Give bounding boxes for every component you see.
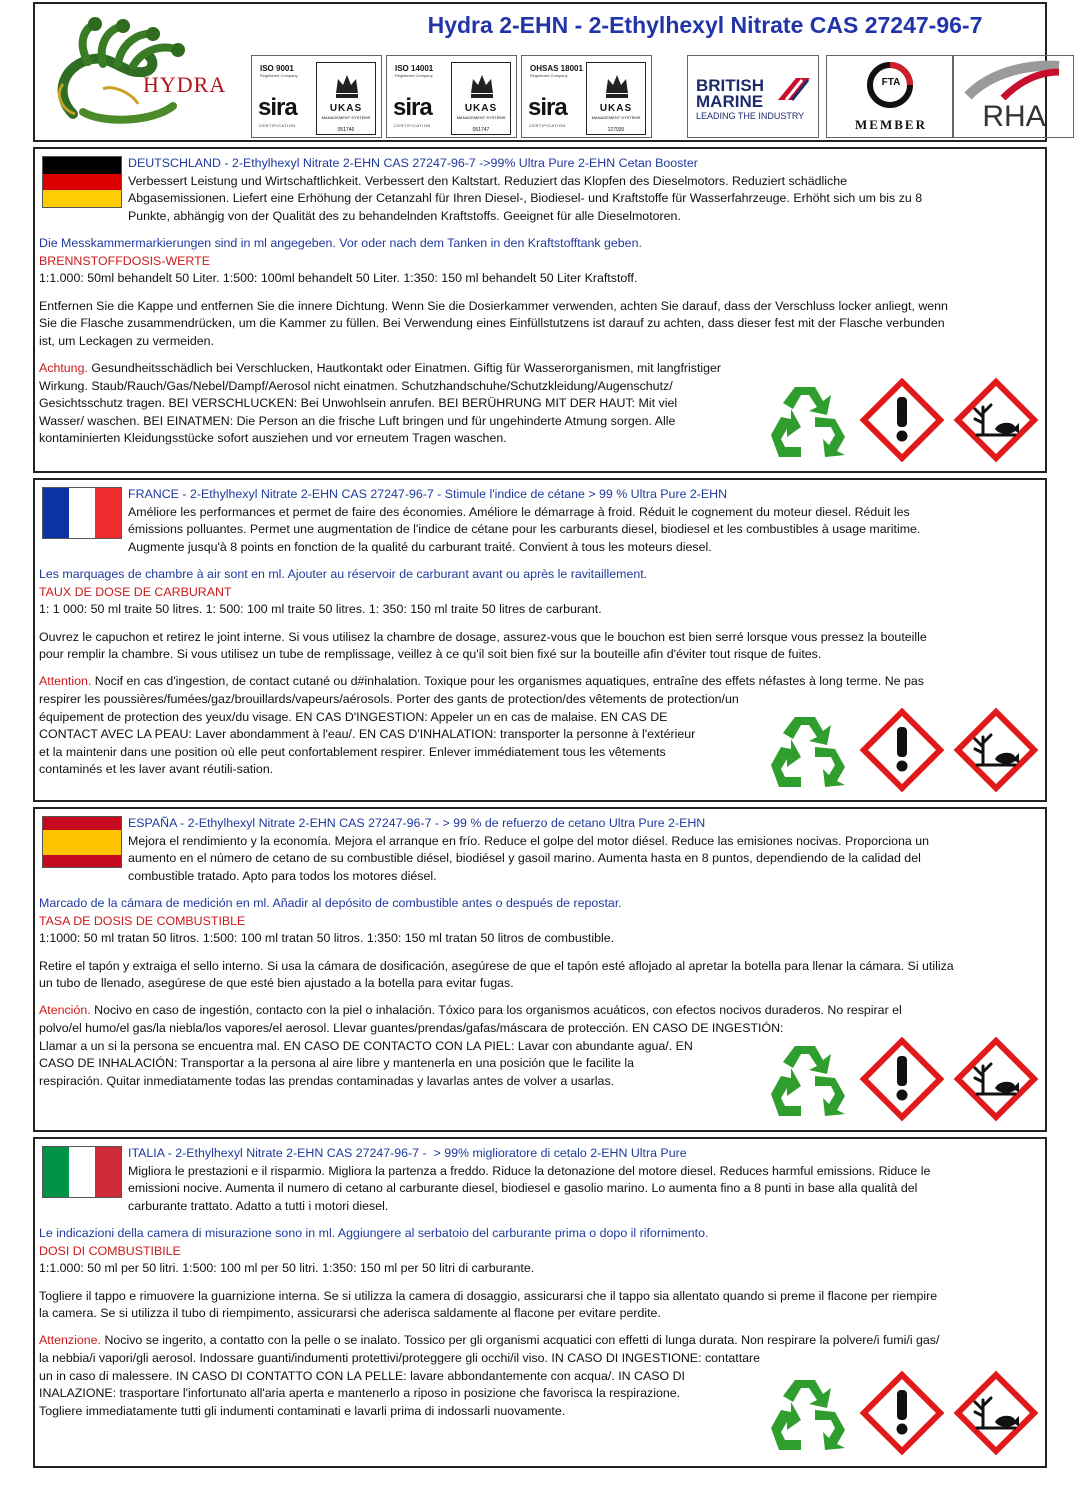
environment-hazard-icon bbox=[953, 1036, 1039, 1122]
ukas-mark bbox=[316, 62, 376, 135]
warning-line: respirer les poussières/fumées/gaz/brouillards/vapeurs/aérosols. Porter des gants de protection/des vêtements de protection/un bbox=[39, 692, 739, 707]
country-flag bbox=[42, 816, 122, 868]
rha-text: RHA bbox=[982, 100, 1046, 133]
intro-line: Abgasemissionen. Liefert eine Erhöhung der Cetanzahl für Ihren Diesel-, Biodiesel- und Kraftstoffe für Wasserfahrzeuge. Erhöht sich um bis zu 8 bbox=[128, 191, 923, 206]
warning-first-line bbox=[39, 673, 924, 691]
language-section bbox=[33, 1137, 1047, 1468]
warning-line: un in caso di malessere. IN CASO DI CONTATTO CON LA PELLE: lavare abbondantemente con acqua/. IN CASO DI bbox=[39, 1368, 685, 1383]
ukas-mgmt: MANAGEMENT SYSTEMS bbox=[456, 115, 506, 120]
ukas-text: UKAS bbox=[329, 103, 363, 114]
instruction-line: ist, um Leckagen zu vermeiden. bbox=[39, 333, 214, 348]
language-section bbox=[33, 147, 1047, 473]
sira-text: sira bbox=[258, 94, 297, 121]
dose-heading: TASA DE DOSIS DE COMBUSTIBLE bbox=[39, 913, 246, 928]
ukas-text: UKAS bbox=[599, 103, 633, 114]
ghs-environment-symbol bbox=[953, 1370, 1039, 1461]
intro-line: Punkte, abhängig von der Qualität des zu behandelnden Kraftstoffs. Geeignet für alle Dieselmotoren. bbox=[128, 208, 681, 223]
section-heading: ESPAÑA - 2-Ethylhexyl Nitrate 2-EHN CAS 27247-96-7 - > 99 % de refuerzo de cetano Ultra Pure 2-EHN bbox=[128, 816, 706, 830]
instruction-line: un tubo de llenado, asegúrese de que esté bien ajustado a la botella para evitar fugas. bbox=[39, 976, 514, 991]
intro-line: carburante trattato. Adatto a tutti i motori diesel. bbox=[128, 1198, 389, 1213]
recycle-icon bbox=[765, 1374, 851, 1454]
warning-line: la nebbia/i vapori/gli aerosol. Indossare guanti/indumenti protettivi/proteggere gli occhi/il viso. IN CASO DI INGESTIONE: contattare bbox=[39, 1351, 761, 1366]
instruction-line: Entfernen Sie die Kappe und entfernen Sie die innere Dichtung. Wenn Sie die Dosierkammer verwenden, achten Sie darauf, dass der Verschluss locker anliegt, wenn bbox=[39, 298, 948, 313]
warning-line: Llamar a un si la persona se encuentra mal. EN CASO DE CONTACTO CON LA PIEL: Lavar con abundante agua/. EN bbox=[39, 1038, 693, 1053]
hydra-logo bbox=[43, 14, 228, 134]
ukas-mgmt: MANAGEMENT SYSTEMS bbox=[591, 115, 641, 120]
environment-hazard-icon bbox=[953, 1370, 1039, 1456]
dosing-note: Die Messkammermarkierungen sind in ml angegeben. Vor oder nach dem Tanken in den Kraftstofftank geben. bbox=[39, 236, 642, 251]
cert-number: 051747 bbox=[472, 127, 490, 133]
header-panel bbox=[33, 2, 1047, 142]
warning-word: Atención. bbox=[39, 1003, 91, 1018]
warning-line: respiración. Quitar inmediatamente todas las prendas contaminadas y lavarlas antes de volver a usarlas. bbox=[39, 1073, 615, 1088]
exclamation-hazard-icon bbox=[859, 377, 945, 463]
cert-logo bbox=[251, 55, 382, 138]
intro-line: Augmente jusqu'à 8 points en fonction de la qualité du carburant traité. Convient à tous les moteurs diesel. bbox=[128, 539, 712, 554]
intro-line: Améliore les performances et permet de faire des économies. Améliore le démarrage à froid. Réduit le cognement du moteur diesel. Réduit les bbox=[128, 504, 910, 519]
cert-standard: OHSAS 18001 bbox=[530, 64, 583, 73]
sira-certification: CERTIFICATION bbox=[394, 123, 431, 128]
dosing-note: Le indicazioni della camera di misurazione sono in ml. Aggiungere al serbatoio del carburante prima o dopo il rifornimento. bbox=[39, 1226, 709, 1241]
british-marine-tagline: LEADING THE INDUSTRY bbox=[696, 111, 805, 121]
recycle-symbol bbox=[765, 1040, 851, 1125]
warning-line: et la maintenir dans une position où elle peut confortablement respirer. Enlever immédiatement tous les vêtements bbox=[39, 744, 666, 759]
ghs-environment-symbol bbox=[953, 377, 1039, 468]
warning-text: Nocif en cas d'ingestion, de contact cutané ou d#inhalation. Toxique pour les organismes aquatiques, entraîne des effets néfastes à long terme. Ne pas bbox=[91, 674, 924, 689]
warning-line: Wasser/ waschen. BEI EINATMEN: Die Person an die frische Luft bringen und für ungehinderte Atmung sorgen. Alle bbox=[39, 413, 676, 428]
warning-line: INALAZIONE: trasportare l'infortunato all'aria aperta e mantenerlo a riposo in posizione che favorisca la respirazione. bbox=[39, 1386, 681, 1401]
section-heading: FRANCE - 2-Ethylhexyl Nitrate 2-EHN CAS 27247-96-7 - Stimule l'indice de cétane > 99 % Ultra Pure 2-EHN bbox=[128, 487, 728, 501]
cert-logo bbox=[521, 55, 652, 138]
environment-hazard-icon bbox=[953, 377, 1039, 463]
recycle-symbol bbox=[765, 711, 851, 796]
country-flag bbox=[42, 156, 122, 208]
crown-icon bbox=[603, 69, 631, 101]
warning-line: polvo/el humo/el gas/la niebla/los vapores/el aerosol. Llevar guantes/prendas/gafas/máscara de protección. EN CASO DE INGESTIÓN: bbox=[39, 1021, 784, 1036]
warning-line: Gesichtsschutz tragen. BEI VERSCHLUCKEN: Bei Unwohlsein anrufen. BEI BERÜHRUNG MIT DER HAUT: Mit viel bbox=[39, 396, 678, 411]
recycle-icon bbox=[765, 1040, 851, 1120]
language-section bbox=[33, 807, 1047, 1132]
warning-word: Attention. bbox=[39, 674, 92, 689]
fta-member-logo bbox=[826, 55, 954, 138]
instruction-line: Retire el tapón y extraiga el sello interno. Si usa la cámara de dosificación, asegúrese de que el tapón esté aflojado al apretar la botella para llenar la cámara. Si utiliza bbox=[39, 958, 954, 973]
warning-line: CONTACT AVEC LA PEAU: Laver abondamment à l'eau/. EN CAS D'INHALATION: transporter la personne à l'extérieur bbox=[39, 727, 696, 742]
intro-line: Mejora el rendimiento y la economía. Mejora el arranque en frío. Reduce el golpe del motor diésel. Reduce las emisiones nocivas. Proporciona un bbox=[128, 833, 930, 848]
fta-member-text: MEMBER bbox=[855, 117, 927, 132]
recycle-symbol bbox=[765, 1374, 851, 1459]
cert-standard: ISO 14001 bbox=[395, 64, 434, 73]
cert-registered: Registered Company bbox=[260, 73, 298, 78]
warning-line: contaminés et les laver avant réutili-sation. bbox=[39, 762, 274, 777]
ghs-environment-symbol bbox=[953, 1036, 1039, 1127]
ukas-mgmt: MANAGEMENT SYSTEMS bbox=[321, 115, 371, 120]
exclamation-hazard-icon bbox=[859, 1370, 945, 1456]
fta-badge-text: FTA bbox=[881, 77, 901, 88]
recycle-icon bbox=[765, 381, 851, 461]
instruction-line: pour remplir la chambre. Si vous utilisez un tube de remplissage, veillez à ce qu'il soit bien fixé sur la bouteille afin d'éviter tout risque de fuites. bbox=[39, 647, 822, 662]
ghs-environment-symbol bbox=[953, 707, 1039, 798]
recycle-icon bbox=[765, 711, 851, 791]
intro-line: emissioni nocive. Aumenta il numero di cetano al carburante diesel, biodiesel e gasolio marino. Lo aumenta fino a 8 punti in base alla qualità del bbox=[128, 1181, 918, 1196]
warning-first-line bbox=[39, 1332, 939, 1350]
exclamation-hazard-icon bbox=[859, 707, 945, 793]
ukas-mark bbox=[586, 62, 646, 135]
ghs-harmful-symbol bbox=[859, 1036, 945, 1127]
ghs-harmful-symbol bbox=[859, 707, 945, 798]
cert-logo bbox=[386, 55, 517, 138]
ukas-text: UKAS bbox=[464, 103, 498, 114]
section-heading: ITALIA - 2-Ethylhexyl Nitrate 2-EHN CAS 27247-96-7 - > 99% miglioratore di cetalo 2-EHN Ultra Pure bbox=[128, 1146, 687, 1160]
union-flag-icon bbox=[776, 74, 812, 102]
warning-first-line bbox=[39, 360, 721, 378]
crown-icon bbox=[333, 69, 361, 101]
cert-standard: ISO 9001 bbox=[260, 64, 294, 73]
warning-line: Wirkung. Staub/Rauch/Gas/Nebel/Dampf/Aerosol nicht einatmen. Schutzhandschuhe/Schutzkleidung/Augenschutz/ bbox=[39, 378, 673, 393]
intro-line: aumento en el número de cetano de su combustible diésel, biodiésel y gasoil marino. Aumenta hasta en 8 puntos, dependiendo de la calidad del bbox=[128, 851, 921, 866]
british-marine-logo bbox=[687, 55, 819, 138]
intro-line: Migliora le prestazioni e il risparmio. Migliora la partenza a freddo. Riduce la detonazione del motore diesel. Reduces harmful emissions. Riduce le bbox=[128, 1163, 931, 1178]
warning-line: CASO DE INHALACIÓN: Transportar a la persona al aire libre y mantenerla en una posición que le facilite la bbox=[39, 1056, 635, 1071]
cert-number: 127930 bbox=[607, 127, 625, 133]
exclamation-hazard-icon bbox=[859, 1036, 945, 1122]
british-marine-line1: BRITISH bbox=[696, 76, 764, 95]
recycle-symbol bbox=[765, 381, 851, 466]
instruction-line: la camera. Se si utilizza il tubo di riempimento, assicurarsi che aderisca saldamente al flacone per evitare perdite. bbox=[39, 1306, 661, 1321]
warning-text: Gesundheitsschädlich bei Verschlucken, Hautkontakt oder Einatmen. Giftig für Wasserorganismen, mit langfristiger bbox=[87, 361, 722, 376]
rha-logo bbox=[952, 55, 1074, 138]
cert-registered: Registered Company bbox=[530, 73, 568, 78]
sira-text: sira bbox=[528, 94, 567, 121]
road-swoosh-icon bbox=[963, 60, 1063, 100]
dose-heading: BRENNSTOFFDOSIS-WERTE bbox=[39, 253, 210, 268]
country-flag bbox=[42, 487, 122, 539]
section-heading: DEUTSCHLAND - 2-Ethylhexyl Nitrate 2-EHN CAS 27247-96-7 ->99% Ultra Pure 2-EHN Cetan Booster bbox=[128, 156, 698, 170]
warning-line: Togliere immediatamente tutti gli indumenti contaminati e lavarli prima di indossarli nuovamente. bbox=[39, 1403, 566, 1418]
dose-heading: TAUX DE DOSE DE CARBURANT bbox=[39, 584, 232, 599]
ghs-harmful-symbol bbox=[859, 1370, 945, 1461]
language-section bbox=[33, 478, 1047, 802]
page-title: Hydra 2-EHN - 2-Ethylhexyl Nitrate CAS 27247-96-7 bbox=[427, 12, 983, 38]
country-flag bbox=[42, 1146, 122, 1198]
instruction-line: Togliere il tappo e rimuovere la guarnizione interna. Se si utilizza la camera di dosaggio, assicurarsi che il tappo sia allentato quando si preme il flacone per riempire bbox=[39, 1288, 938, 1303]
dosing-note: Marcado de la cámara de medición en ml. Añadir al depósito de combustible antes o después de repostar. bbox=[39, 896, 622, 911]
ghs-harmful-symbol bbox=[859, 377, 945, 468]
dose-rates: 1:1.000: 50 ml per 50 litri. 1:500: 100 ml per 50 litri. 1:350: 150 ml per 50 litri di carburante. bbox=[39, 1261, 535, 1276]
sira-text: sira bbox=[393, 94, 432, 121]
intro-line: Verbessert Leistung und Wirtschaftlichkeit. Verbessert den Kaltstart. Reduziert das Klopfen des Dieselmotors. Reduziert schädliche bbox=[128, 173, 848, 188]
crown-icon bbox=[468, 69, 496, 101]
dose-rates: 1:1000: 50 ml tratan 50 litros. 1:500: 100 ml tratan 50 litros. 1:350: 150 ml tratan 50 litros de combustible. bbox=[39, 931, 615, 946]
intro-line: émissions polluantes. Permet une augmentation de l'indice de cétane pour les carburants diesel, biodiesel et les combustibles à usage maritime. bbox=[128, 522, 921, 537]
instruction-line: Ouvrez le capuchon et retirez le joint interne. Si vous utilisez la chambre de dosage, assurez-vous que le bouchon est bien serré lorsque vous pressez la bouteille bbox=[39, 629, 927, 644]
warning-word: Attenzione. bbox=[39, 1333, 101, 1348]
warning-text: Nocivo en caso de ingestión, contacto con la piel o inhalación. Tóxico para los organismos acuáticos, con efectos nocivos duraderos. No respirar el bbox=[90, 1003, 902, 1018]
dosing-note: Les marquages de chambre à air sont en ml. Ajouter au réservoir de carburant avant ou après le ravitaillement. bbox=[39, 567, 648, 582]
dose-heading: DOSI DI COMBUSTIBILE bbox=[39, 1243, 181, 1258]
warning-word: Achtung. bbox=[39, 361, 88, 376]
hydra-brand-text: HYDRA bbox=[143, 72, 227, 97]
warning-line: kontaminierten Kleidungsstücke sofort ausziehen und vor erneutem Tragen waschen. bbox=[39, 431, 507, 446]
dose-rates: 1: 1 000: 50 ml traite 50 litres. 1: 500: 100 ml traite 50 litres. 1: 350: 150 ml traite 50 litres de carburant. bbox=[39, 602, 602, 617]
cert-number: 051746 bbox=[337, 127, 355, 133]
intro-line: combustible tratado. Apto para todos los motores diésel. bbox=[128, 868, 437, 883]
sira-certification: CERTIFICATION bbox=[259, 123, 296, 128]
sira-certification: CERTIFICATION bbox=[529, 123, 566, 128]
british-marine-line2: MARINE bbox=[696, 92, 764, 111]
cert-registered: Registered Company bbox=[395, 73, 433, 78]
dose-rates: 1:1.000: 50ml behandelt 50 Liter. 1:500: 100ml behandelt 50 Liter. 1:350: 150 ml behandelt 50 Liter Kraftstoff. bbox=[39, 271, 638, 286]
instruction-line: Sie die Flasche zusammendrücken, um die Kammer zu füllen. Bei Verwendung eines Einfüllstutzens ist darauf zu achten, dass dieser fest mit der Flasche verbunden bbox=[39, 316, 945, 331]
warning-text: Nocivo se ingerito, a contatto con la pelle o se inalato. Tossico per gli organismi acquatici con effetti di lunga durata. Non respirare la polvere/i fumi/i gas/ bbox=[101, 1333, 940, 1348]
warning-first-line bbox=[39, 1002, 902, 1020]
warning-line: équipement de protection des yeux/du visage. EN CAS D'INGESTION: Appeler un en cas de malaise. EN CAS DE bbox=[39, 709, 668, 724]
environment-hazard-icon bbox=[953, 707, 1039, 793]
ukas-mark bbox=[451, 62, 511, 135]
